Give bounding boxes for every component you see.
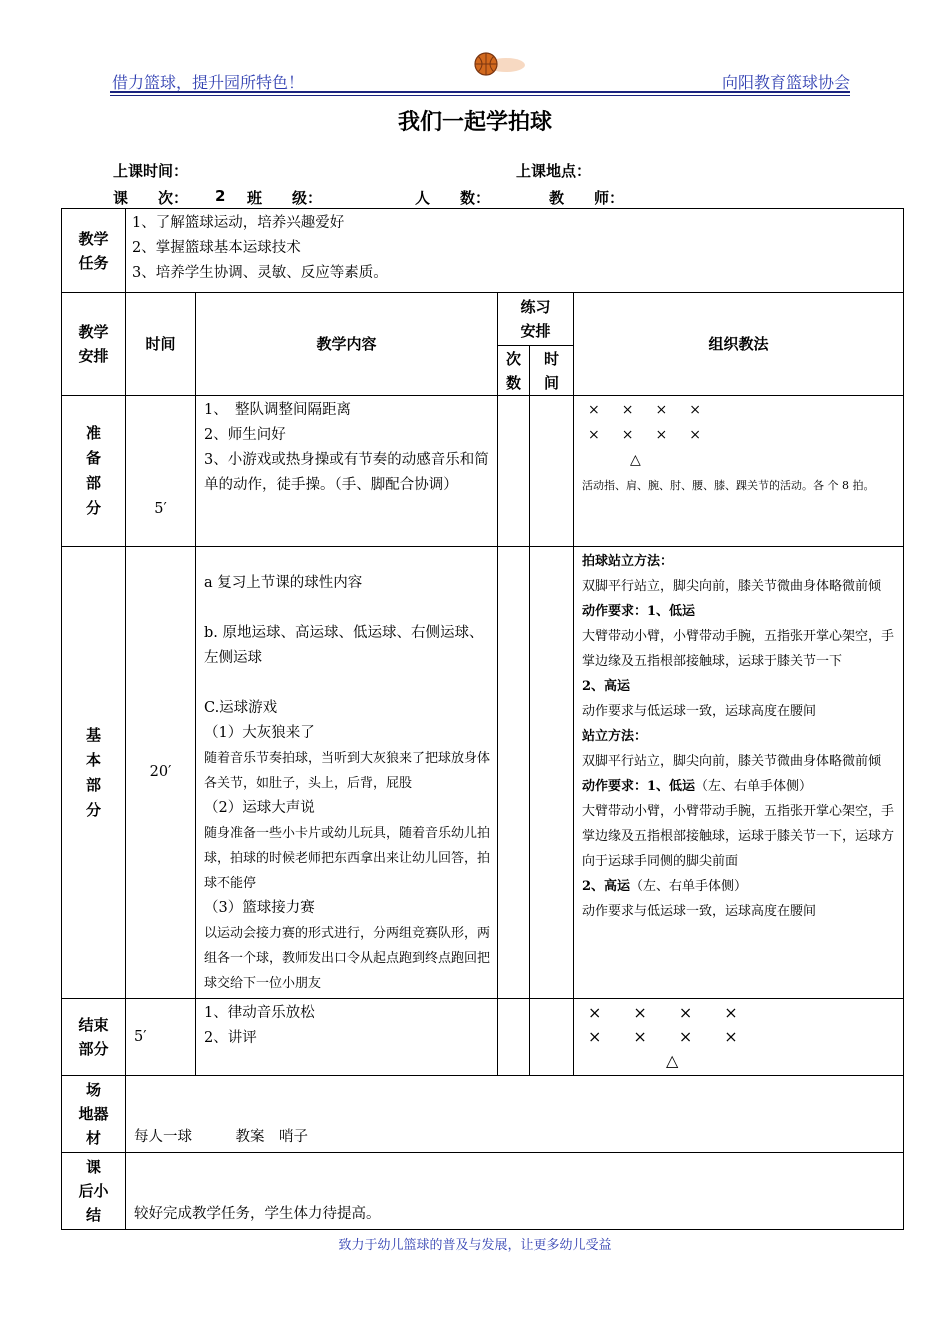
summary-label: 课 后小结 [62,1153,126,1230]
venue-label: 场 地器材 [62,1076,126,1153]
method-text: 动作要求与低运球一致，运球高度在腰间 [582,904,817,919]
method-text: 双脚平行站立，脚尖向前，膝关节微曲身体略微前倾 [582,754,882,769]
method-heading-line: 动作要求：1、低运（左、右单手体侧） [582,779,813,794]
task-label: 教学任务 [62,209,126,293]
end-method [574,999,904,1076]
prep-times [498,396,530,547]
page-title: 我们一起学拍球 [397,110,552,135]
prep-content [196,396,498,547]
method-header: 组织教法 [574,293,904,396]
prep-item: 1、 整队调整间隔距离 [204,402,351,418]
duration-header: 时间 [530,346,574,396]
formation-row: × × × × [588,1027,746,1046]
venue-text: 每人一球 教案 哨子 [126,1076,904,1153]
method-text: 大臂带动小臂，小臂带动手腕，五指张开掌心架空，手掌边缘及五指根部接触球，运球于膝关节一下 [582,629,895,669]
method-text: 双脚平行站立，脚尖向前，膝关节微曲身体略微前倾 [582,579,882,594]
end-duration [530,999,574,1076]
prep-item: 2、师生问好 [204,427,286,443]
method-heading: 拍球站立方法： [582,554,674,569]
teacher-mark: △ [630,452,645,468]
time-header: 时间 [126,293,196,396]
practice-header: 练习安排 [498,293,574,346]
game-desc: 以运动会接力赛的形式进行，分两组竞赛队形，两组各一个球，教师发出口令从起点跑到终点跑回把球交给下一位小朋友 [204,926,491,991]
task-item: 1、了解篮球运动，培养兴趣爱好 [132,215,345,231]
task-row [62,209,904,293]
method-heading: 站立方法： [582,729,648,744]
grade-label: 班 级： [247,189,323,207]
end-times [498,999,530,1076]
game-title: （2）运球大声说 [204,800,315,816]
game-title: （1）大灰狼来了 [204,725,315,741]
method-heading: 2、高运 [582,679,631,694]
task-content [126,209,904,293]
end-row [62,999,904,1076]
basic-times [498,547,530,999]
basic-item-a: a 复习上节课的球性内容 [204,575,363,591]
class-time-label: 上课时间： [113,162,189,180]
task-item: 3、培养学生协调、灵敏、反应等素质。 [132,265,388,281]
summary-row [62,1153,904,1230]
lesson-label: 课 次： [113,189,189,207]
prep-item: 3、小游戏或热身操或有节奏的动感音乐和简单的动作，徒手操。（手、脚配合协调） [204,452,489,493]
teacher-mark: △ [666,1051,683,1070]
header-org: 向阳教育篮球协会 [721,73,850,92]
basic-item-c: C.运球游戏 [204,700,278,716]
lesson-value: 2 [215,187,226,205]
prep-method [574,396,904,547]
lesson-plan-table [61,208,904,1230]
end-item: 2、讲评 [204,1030,257,1046]
header-slogan: 借力篮球，提升园所特色！ [112,73,305,92]
header-rule [110,91,850,93]
basic-content [196,547,498,999]
basic-method [574,547,904,999]
venue-row [62,1076,904,1153]
arrangement-header: 教学安排 [62,293,126,396]
method-heading-line: 2、高运（左、右单手体侧） [582,879,748,894]
prep-time: 5′ [126,396,196,547]
basic-time: 20′ [126,547,196,999]
end-time: 5′ [126,999,196,1076]
basic-label: 基本部分 [62,547,126,999]
header-row [62,293,904,346]
method-text: 动作要求与低运球一致，运球高度在腰间 [582,704,817,719]
formation-row: × × × × [588,1003,746,1022]
summary-text: 较好完成教学任务，学生体力待提高。 [126,1153,904,1230]
basic-duration [530,547,574,999]
class-place-label: 上课地点： [516,162,592,180]
basic-row [62,547,904,999]
method-heading: 动作要求：1、低运 [582,604,696,619]
game-desc: 随着音乐节奏拍球，当听到大灰狼来了把球放身体各关节，如肚子，头上，后背，屁股 [204,751,491,791]
count-label: 人 数： [415,189,491,207]
prep-duration [530,396,574,547]
basketball-logo-icon [470,50,526,78]
end-item: 1、律动音乐放松 [204,1005,315,1021]
end-label: 结束部分 [62,999,126,1076]
method-text: 大臂带动小臂，小臂带动手腕，五指张开掌心架空，手掌边缘及五指根部接触球，运球于膝关节一下，运球方向于运球手同侧的脚尖前面 [582,804,895,869]
teacher-label: 教 师： [549,189,625,207]
times-header: 次数 [498,346,530,396]
formation-row: × × × × [588,402,705,418]
footer-slogan: 致力于幼儿篮球的普及与发展，让更多幼儿受益 [338,1238,612,1253]
header-rule-thin [110,95,850,96]
prep-method-note: 活动指、肩、腕、肘、腰、膝、踝关节的活动。各 个 8 拍。 [582,479,875,492]
basic-item-b: b. 原地运球、高运球、低运球、右侧运球、左侧运球 [204,625,484,666]
prep-row [62,396,904,547]
formation-row: × × × × [588,427,705,443]
prep-label: 准备部分 [62,396,126,547]
content-header: 教学内容 [196,293,498,396]
end-content [196,999,498,1076]
game-desc: 随身准备一些小卡片或幼儿玩具，随着音乐幼儿拍球，拍球的时候老师把东西拿出来让幼儿回答，拍球不能停 [204,826,491,891]
game-title: （3）篮球接力赛 [204,900,315,916]
task-item: 2、掌握篮球基本运球技术 [132,240,301,256]
